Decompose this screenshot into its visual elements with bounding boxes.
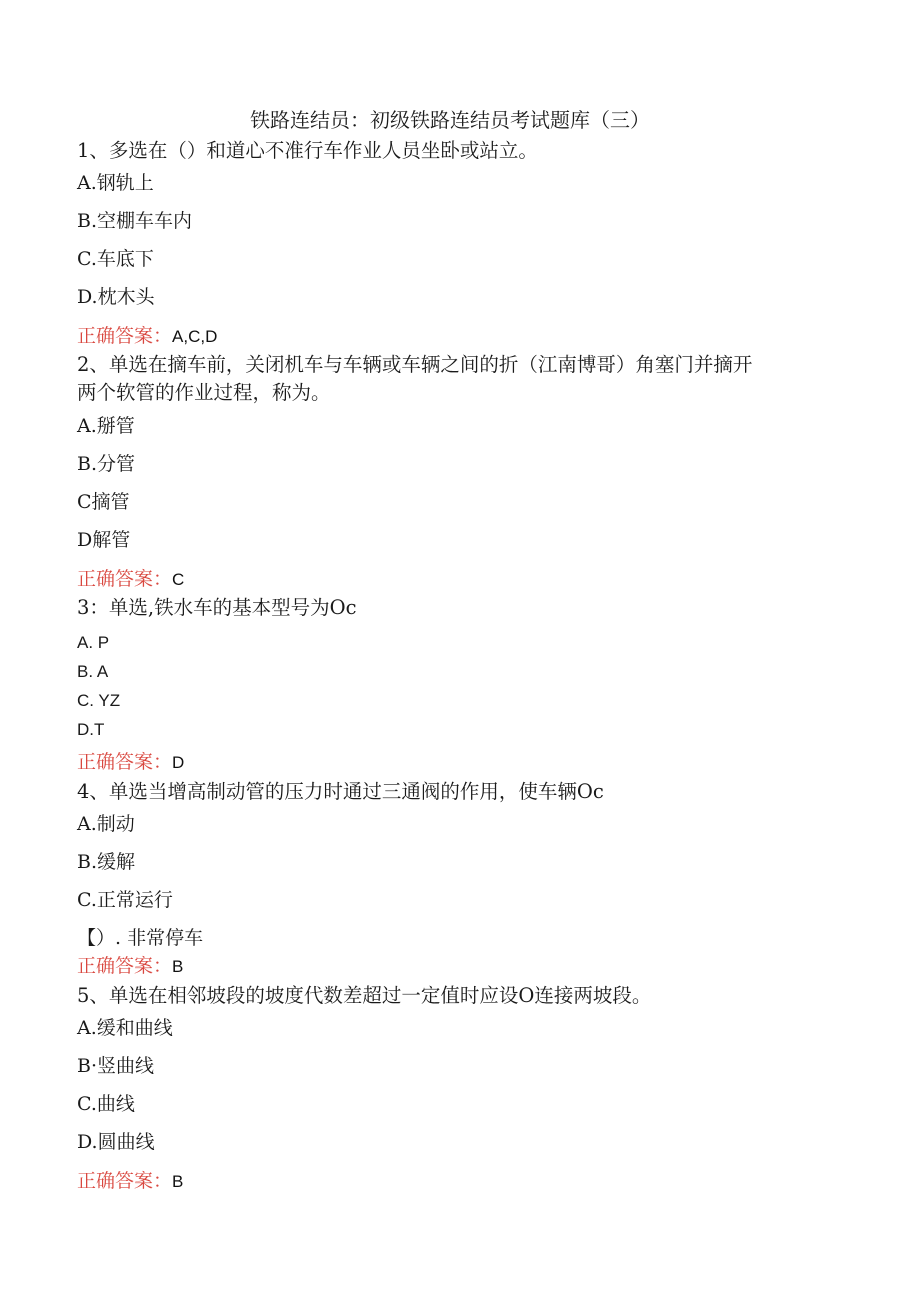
question-1-option-a: A.钢轨上 [77, 172, 154, 194]
question-1-option-c: C.车底下 [77, 248, 154, 270]
question-5-answer [77, 1168, 183, 1195]
question-5-option-b: B·竖曲线 [77, 1055, 155, 1077]
answer-label: 正确答案： [77, 955, 173, 977]
answer-label: 正确答案： [77, 568, 173, 590]
question-4-option-b: B.缓解 [77, 851, 136, 873]
question-5-option-d: D.圆曲线 [77, 1131, 155, 1153]
question-4-answer [77, 953, 183, 980]
question-1-option-b: B.空棚车车内 [77, 210, 193, 232]
answer-label: 正确答案： [77, 325, 173, 347]
question-4-option-a: A.制动 [77, 813, 135, 835]
question-3-stem: 3：单选,铁水车的基本型号为Oc [77, 596, 357, 619]
question-3-option-b: B. A [77, 662, 109, 681]
answer-label: 正确答案： [77, 1170, 173, 1192]
question-4-option-d: 【）. 非常停车 [77, 927, 204, 949]
question-2-option-a: A.掰管 [77, 415, 135, 437]
question-2-option-b: B.分管 [77, 453, 136, 475]
answer-value: B [172, 1172, 184, 1191]
question-5-option-c: C.曲线 [77, 1093, 135, 1115]
question-5-option-a: A.缓和曲线 [77, 1017, 173, 1039]
answer-value: A,C,D [172, 327, 218, 346]
question-2-option-d: D解管 [77, 529, 131, 551]
question-2-option-c: C摘管 [77, 491, 130, 513]
question-3-option-d: D.T [77, 720, 105, 739]
answer-label: 正确答案： [77, 751, 173, 773]
question-1-stem: 1、多选在（）和道心不准行车作业人员坐卧或站立。 [77, 139, 538, 162]
answer-value: D [172, 753, 185, 772]
question-2-answer [77, 566, 184, 593]
answer-value: B [172, 957, 184, 976]
question-1-option-d: D.枕木头 [77, 286, 155, 308]
question-3-option-c: C. YZ [77, 691, 121, 710]
question-4-stem: 4、单选当增高制动管的压力时通过三通阀的作用，使车辆Oc [77, 780, 604, 803]
question-3-option-a: A. P [77, 633, 110, 652]
question-5-stem: 5、单选在相邻坡段的坡度代数差超过一定值时应设O连接两坡段。 [77, 984, 652, 1007]
question-1-answer [77, 323, 217, 350]
answer-value: C [172, 570, 185, 589]
question-3-answer [77, 749, 184, 776]
page-title: 铁路连结员：初级铁路连结员考试题库（三） [250, 108, 650, 132]
question-4-option-c: C.正常运行 [77, 889, 173, 911]
question-2-stem-line1: 2、单选在摘车前，关闭机车与车辆或车辆之间的折（江南博哥）角塞门并摘开 [77, 353, 753, 376]
question-2-stem-line2: 两个软管的作业过程，称为。 [77, 381, 331, 404]
